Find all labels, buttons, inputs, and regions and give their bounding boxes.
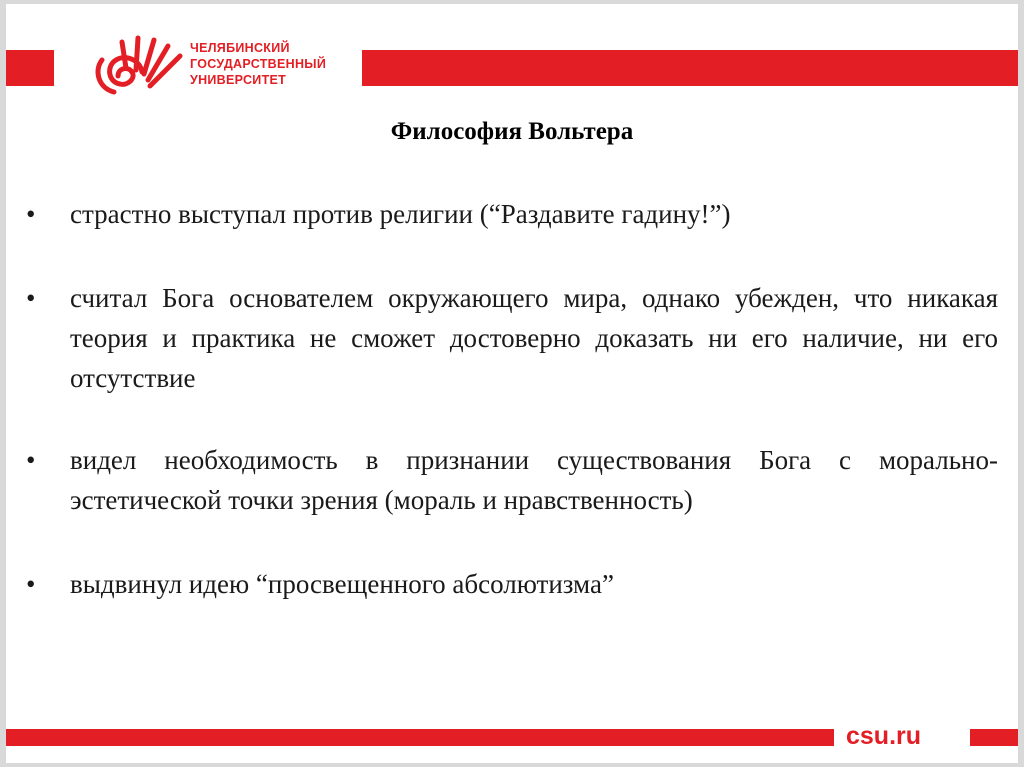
bullet-text: считал Бога основателем окружающего мира, однако убежден, что никакая теория и практика не сможет достоверно доказать ни его наличие, ни его отсутствие xyxy=(70,283,998,393)
university-name-line: ГОСУДАРСТВЕННЫЙ xyxy=(190,57,327,71)
bullet-item xyxy=(26,564,998,604)
header-bar-left xyxy=(6,50,54,86)
bullet-marker: • xyxy=(26,199,36,229)
bullet-text: страстно выступал против религии (“Раздавите гадину!”) xyxy=(70,199,731,229)
site-link[interactable]: csu.ru xyxy=(846,722,922,750)
bullet-marker: • xyxy=(26,569,36,599)
university-name xyxy=(190,40,326,88)
footer-bar-right xyxy=(970,729,1018,746)
bullet-text: видел необходимость в признании существования Бога с морально-эстетической точки зрения (мораль и нравственность) xyxy=(70,445,998,515)
university-name-line: ЧЕЛЯБИНСКИЙ xyxy=(190,41,290,55)
university-name-line: УНИВЕРСИТЕТ xyxy=(190,73,287,87)
bullet-marker: • xyxy=(26,445,36,475)
bullet-text: выдвинул идею “просвещенного абсолютизма” xyxy=(70,569,614,599)
footer-bar-left xyxy=(6,729,834,746)
bullet-marker: • xyxy=(26,283,36,313)
slide-title: Философия Вольтера xyxy=(390,118,634,145)
university-logo-icon xyxy=(78,30,198,102)
bullet-item xyxy=(26,194,998,234)
header-bar-right xyxy=(362,50,1018,86)
bullet-list xyxy=(26,194,998,604)
bullet-item xyxy=(26,278,998,398)
slide xyxy=(6,4,1018,763)
bullet-item xyxy=(26,440,998,520)
